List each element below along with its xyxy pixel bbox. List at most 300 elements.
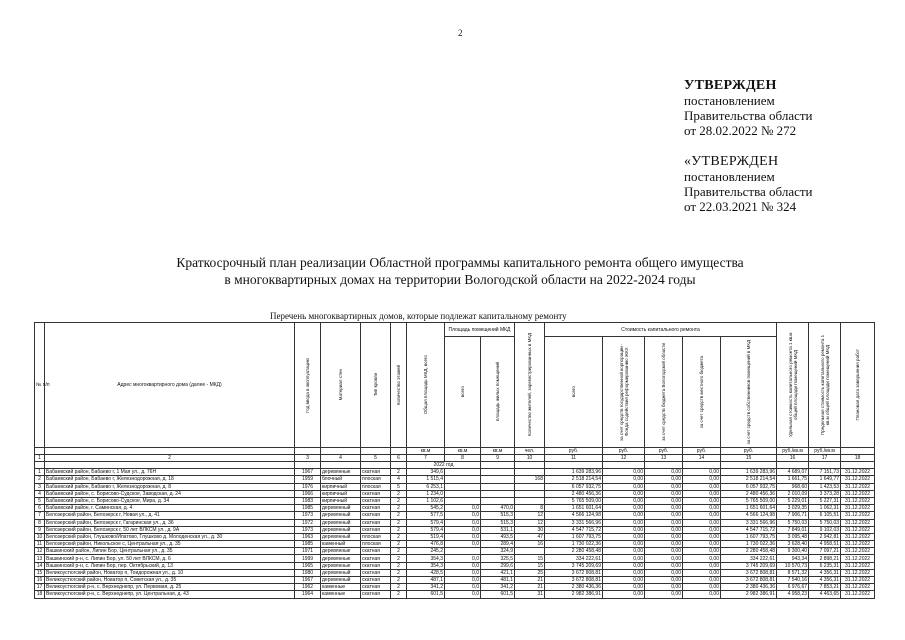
cell-total: 1 234,0 [407,490,445,497]
cell-date: 31.12.2022 [841,476,875,483]
cell-year: 1973 [295,512,321,519]
cell-max: 6 105,51 [809,512,841,519]
cell-address: Бабаевский район, Бабаево г, Железнодорожная, д. 18 [45,476,295,483]
cell-unit: 2 010,09 [777,490,809,497]
table-row [35,519,875,526]
cell-people: 47 [515,533,545,540]
cell-people: 12 [515,512,545,519]
cell-n: 3 [35,483,45,490]
cell-n: 18 [35,591,45,598]
cell-fund: 0,00 [603,505,645,512]
cell-max: 1 423,53 [809,483,841,490]
cell-fund: 0,00 [603,548,645,555]
approval-date: от 22.03.2021 № 324 [684,199,797,214]
cell-loc: 0,00 [683,577,721,584]
cell-floors: 2 [391,548,407,555]
column-number: 18 [841,455,875,462]
cell-n: 15 [35,569,45,576]
cell-n: 10 [35,533,45,540]
approval-head: УТВЕРЖДЕН [684,78,777,93]
col-cost-group: Стоимость капитального ремонта [545,323,777,337]
cell-total: 349,6 [407,469,445,476]
cell-roof: скатная [361,591,391,598]
column-number: 7 [407,455,445,462]
cell-n: 13 [35,555,45,562]
cell-unit: 9 300,40 [777,548,809,555]
col-cost-local: за счет средств местного бюджета [683,337,721,448]
cell-own: 5 765 509,00 [721,497,777,504]
cell-date: 31.12.2022 [841,469,875,476]
housing-table [34,322,875,599]
cell-max: 5 750,03 [809,519,841,526]
table-row [35,476,875,483]
cell-people [515,490,545,497]
col-cost-fund: за счет средств государственной корпорации - Фонда содействия реформированию ЖКХ [603,337,645,448]
cell-roof: скатная [361,469,391,476]
cell-area [445,497,481,504]
cell-floors: 2 [391,490,407,497]
cell-address: Великоустюгский р-н, с. Верхнеднепр, ул. Центральная, д. 43 [45,591,295,598]
cell-cost: 1 730 022,36 [545,541,603,548]
table-subtitle: Перечень многоквартирных домов, которые подлежат капитальному ремонту [270,311,567,321]
cell-people: 15 [515,555,545,562]
cell-cost: 3 672 808,81 [545,577,603,584]
cell-area: 0,0 [445,555,481,562]
table-row [35,584,875,591]
cell-material: деревянный [321,569,361,576]
cell-area [445,469,481,476]
cell-floors: 4 [391,476,407,483]
cell-reg: 0,00 [645,555,683,562]
cell-roof: скатная [361,584,391,591]
cell-cost: 334 222,61 [545,555,603,562]
approval-line: Правительства области [684,184,813,199]
cell-n: 2 [35,476,45,483]
cell-res: 531,1 [481,526,515,533]
cell-people: 31 [515,591,545,598]
cell-material: деревянный [321,519,361,526]
cell-cost: 1 607 793,75 [545,533,603,540]
cell-reg: 0,00 [645,541,683,548]
cell-floors: 5 [391,483,407,490]
cell-own: 2 518 214,54 [721,476,777,483]
cell-year: 1971 [295,548,321,555]
cell-year: 1999 [295,555,321,562]
cell-reg: 0,00 [645,577,683,584]
cell-roof: скатная [361,497,391,504]
cell-material: деревянные [321,562,361,569]
cell-res [481,490,515,497]
col-area-residential: площадь жилых помещений [481,337,515,448]
cell-unit: 3 628,40 [777,541,809,548]
column-number: 10 [515,455,545,462]
cell-total: 1 515,4 [407,476,445,483]
column-number: 11 [545,455,603,462]
cell-people [515,469,545,476]
cell-people: 12 [515,519,545,526]
cell-fund: 0,00 [603,519,645,526]
cell-address: Бабаевский район, г. Саминская, д. 4 [45,505,295,512]
cell-res: 470,0 [481,505,515,512]
title-line-1: Краткосрочный план реализации Областной программы капитального ремонта общего имущества [176,255,744,270]
cell-cost: 2 982 386,91 [545,591,603,598]
units-row: кв.м кв.м кв.м чел. руб. руб. руб. руб. руб. руб./кв.м руб./кв.м [35,448,875,455]
column-number: 2 [45,455,295,462]
cell-address: Бабаевский район, с. Борисово-Судское, Мира, д. 34 [45,497,295,504]
cell-roof: скатная [361,569,391,576]
cell-area: 0,0 [445,533,481,540]
cell-date: 31.12.2022 [841,577,875,584]
table-row [35,541,875,548]
cell-area: 0,0 [445,526,481,533]
cell-address: Вашкинский р-н, с. Липин Бор, пер. Октябрьский, д. 13 [45,562,295,569]
cell-loc: 0,00 [683,562,721,569]
cell-area: 0,0 [445,512,481,519]
cell-floors: 2 [391,569,407,576]
cell-total: 341,2 [407,584,445,591]
cell-material: каменный [321,541,361,548]
cell-reg: 0,00 [645,490,683,497]
column-number: 17 [809,455,841,462]
cell-date: 31.12.2022 [841,541,875,548]
cell-date: 31.12.2022 [841,483,875,490]
cell-floors: 2 [391,584,407,591]
cell-fund: 0,00 [603,577,645,584]
cell-loc: 0,00 [683,490,721,497]
cell-res: 289,4 [481,541,515,548]
cell-cost: 3 672 808,81 [545,569,603,576]
cell-floors: 2 [391,562,407,569]
col-year: Год ввода в эксплуатацию [295,323,321,448]
cell-people [515,548,545,555]
cell-res: 515,3 [481,519,515,526]
cell-roof: скатная [361,548,391,555]
cell-res: 324,9 [481,548,515,555]
cell-res: 421,1 [481,569,515,576]
cell-own: 3 672 808,81 [721,577,777,584]
cell-fund: 0,00 [603,469,645,476]
cell-date: 31.12.2022 [841,497,875,504]
cell-res: 299,6 [481,562,515,569]
cell-total: 245,2 [407,548,445,555]
cell-material: каменные [321,584,361,591]
cell-fund: 0,00 [603,490,645,497]
cell-floors: 2 [391,541,407,548]
cell-n: 7 [35,512,45,519]
cell-loc: 0,00 [683,497,721,504]
column-number: 16 [777,455,809,462]
cell-address: Великоустюгский р-н, с. Верхнеднепр, ул. Первомая, д. 25 [45,584,295,591]
cell-total: 354,3 [407,555,445,562]
page-number: 2 [458,28,463,38]
cell-reg: 0,00 [645,591,683,598]
cell-fund: 0,00 [603,526,645,533]
cell-people: 30 [515,526,545,533]
cell-date: 31.12.2022 [841,512,875,519]
cell-reg: 0,00 [645,497,683,504]
column-number: 14 [683,455,721,462]
cell-address: Белозерский район, Белозерск г, Новая ул., д. 41 [45,512,295,519]
cell-max: 6 235,31 [809,562,841,569]
cell-roof: скатная [361,555,391,562]
approval-line: постановлением [684,169,775,184]
cell-material: блочный [321,476,361,483]
cell-cost: 2 280 458,48 [545,548,603,555]
cell-max: 7 853,21 [809,584,841,591]
col-area-total: всего [445,337,481,448]
cell-people: 16 [515,541,545,548]
title-line-2: в многоквартирных домах на территории Вологодской области на 2022-2024 годы [224,272,696,287]
cell-loc: 0,00 [683,591,721,598]
cell-date: 31.12.2022 [841,490,875,497]
cell-area: 0,0 [445,562,481,569]
cell-unit: 4 689,07 [777,469,809,476]
cell-unit: 5 750,03 [777,519,809,526]
cell-own: 2 380 436,36 [721,584,777,591]
col-area-group: Площадь помещений МКД [445,323,515,337]
cell-floors: 2 [391,533,407,540]
cell-roof: скатная [361,577,391,584]
cell-n: 17 [35,584,45,591]
cell-reg: 0,00 [645,569,683,576]
cell-address: Бабаевский район, Бабаево г, Железнодорожная, д. 8 [45,483,295,490]
col-floors: Количество этажей [391,323,407,448]
cell-year: 1959 [295,476,321,483]
cell-res [481,497,515,504]
cell-date: 31.12.2022 [841,548,875,555]
cell-own: 3 745 209,69 [721,562,777,569]
cell-year: 1976 [295,483,321,490]
cell-cost: 2 518 214,54 [545,476,603,483]
column-number: 15 [721,455,777,462]
cell-year: 1965 [295,562,321,569]
cell-material: кирпичный [321,497,361,504]
cell-unit: 6 976,67 [777,584,809,591]
cell-floors: 2 [391,555,407,562]
cell-date: 31.12.2022 [841,519,875,526]
table-row [35,555,875,562]
cell-unit: 943,34 [777,555,809,562]
cell-people: 21 [515,584,545,591]
cell-max: 7 151,73 [809,469,841,476]
cell-date: 31.12.2022 [841,555,875,562]
cell-address: Белозерский район, Никольское с, Центральная ул., д. 35 [45,541,295,548]
column-number: 4 [321,455,361,462]
cell-reg: 0,00 [645,584,683,591]
cell-area [445,548,481,555]
cell-total: 519,4 [407,533,445,540]
cell-total: 601,5 [407,591,445,598]
cell-res [481,476,515,483]
cell-floors: 2 [391,577,407,584]
column-number-row [35,455,875,462]
cell-year: 1983 [295,497,321,504]
cell-fund: 0,00 [603,555,645,562]
cell-material: кирпичный [321,490,361,497]
cell-n: 14 [35,562,45,569]
cell-year: 1967 [295,577,321,584]
column-number: 9 [481,455,515,462]
cell-res: 493,5 [481,533,515,540]
table-row [35,569,875,576]
cell-unit: 968,60 [777,483,809,490]
cell-roof: скатная [361,512,391,519]
cell-res [481,469,515,476]
cell-res: 325,5 [481,555,515,562]
cell-unit: 3 029,35 [777,505,809,512]
cell-material: деревянный [321,512,361,519]
col-unit-cost: Удельная стоимость капитального ремонта 1 кв.м общей площади помещений МКД [777,323,809,448]
table-row [35,512,875,519]
cell-max: 2 898,21 [809,555,841,562]
cell-reg: 0,00 [645,476,683,483]
table-row [35,591,875,598]
cell-area: 0,0 [445,584,481,591]
cell-own: 2 982 386,91 [721,591,777,598]
cell-cost: 3 745 209,69 [545,562,603,569]
cell-year: 1962 [295,584,321,591]
cell-unit: 3 095,48 [777,533,809,540]
cell-unit: 7 849,01 [777,526,809,533]
cell-loc: 0,00 [683,483,721,490]
table-row [35,483,875,490]
cell-fund: 0,00 [603,584,645,591]
cell-people: 15 [515,562,545,569]
cell-cost: 6 057 932,75 [545,483,603,490]
cell-cost: 1 639 283,96 [545,469,603,476]
cell-roof: скатная [361,490,391,497]
col-roof: Тип кровли [361,323,391,448]
cell-total: 1 102,6 [407,497,445,504]
cell-loc: 0,00 [683,519,721,526]
column-number: 5 [361,455,391,462]
cell-res [481,483,515,490]
cell-loc: 0,00 [683,505,721,512]
cell-loc: 0,00 [683,526,721,533]
table-row [35,497,875,504]
cell-reg: 0,00 [645,512,683,519]
cell-res: 515,3 [481,512,515,519]
col-deadline: Плановая дата завершения работ [841,323,875,448]
cell-year: 1972 [295,519,321,526]
cell-own: 1 639 283,96 [721,469,777,476]
cell-fund: 0,00 [603,562,645,569]
column-number: 6 [391,455,407,462]
cell-area: 0,0 [445,505,481,512]
cell-res: 341,2 [481,584,515,591]
cell-total: 354,3 [407,562,445,569]
cell-material: деревянные [321,469,361,476]
cell-address: Вашкинский район, Липин Бор, Центральная ул., д. 35 [45,548,295,555]
cell-year: 1980 [295,569,321,576]
cell-own: 334 222,61 [721,555,777,562]
column-number: 1 [35,455,45,462]
column-number: 8 [445,455,481,462]
cell-roof: плоская [361,476,391,483]
cell-people: 25 [515,569,545,576]
cell-area: 0,0 [445,541,481,548]
col-address: Адрес многоквартирного дома (далее - МКД) [45,323,295,448]
cell-roof: скатная [361,519,391,526]
cell-cost: 1 651 601,64 [545,505,603,512]
cell-people [515,497,545,504]
table-row [35,526,875,533]
cell-roof: скатная [361,562,391,569]
cell-own: 2 480 456,36 [721,490,777,497]
cell-date: 31.12.2022 [841,591,875,598]
cell-people: 21 [515,577,545,584]
cell-own: 3 331 566,96 [721,519,777,526]
cell-address: Бабаевский район, Бабаево г, 1 Мая ул., д. 76Н [45,469,295,476]
cell-year: 1985 [295,541,321,548]
approval-line: Правительства области [684,108,813,123]
column-number: 13 [645,455,683,462]
cell-area [445,476,481,483]
cell-cost: 2 380 436,36 [545,584,603,591]
cell-res: 481,1 [481,577,515,584]
cell-max: 9 102,03 [809,526,841,533]
cell-fund: 0,00 [603,476,645,483]
table-row [35,505,875,512]
cell-material: каменные [321,591,361,598]
cell-address: Бабаевский район, с. Борисово-Судское, Заводская, д. 24 [45,490,295,497]
cell-people [515,483,545,490]
cell-max: 7 097,21 [809,548,841,555]
cell-year: 1966 [295,490,321,497]
cell-max: 2 942,81 [809,533,841,540]
cell-roof: плоская [361,483,391,490]
cell-people: 8 [515,505,545,512]
col-total-area: Общая площадь МКД, всего [407,323,445,448]
cell-n: 1 [35,469,45,476]
cell-roof: плоская [361,533,391,540]
cell-max: 1 062,31 [809,505,841,512]
cell-date: 31.12.2022 [841,533,875,540]
cell-loc: 0,00 [683,533,721,540]
table-row [35,577,875,584]
cell-total: 545,2 [407,505,445,512]
cell-reg: 0,00 [645,505,683,512]
cell-material: деревянный [321,577,361,584]
cell-reg: 0,00 [645,533,683,540]
cell-unit: 1 661,75 [777,476,809,483]
cell-area: 0,0 [445,519,481,526]
cell-loc: 0,00 [683,548,721,555]
cell-material: деревянный [321,533,361,540]
cell-floors: 2 [391,497,407,504]
cell-n: 11 [35,541,45,548]
cell-res: 601,5 [481,591,515,598]
cell-fund: 0,00 [603,541,645,548]
cell-n: 6 [35,505,45,512]
cell-cost: 2 480 456,36 [545,490,603,497]
cell-fund: 0,00 [603,533,645,540]
col-cost-region: за счет средств бюджета Вологодской области [645,337,683,448]
col-residents: Количество жителей, зарегистрированных в МКД [515,323,545,448]
cell-date: 31.12.2022 [841,505,875,512]
cell-year: 1985 [295,505,321,512]
cell-n: 4 [35,490,45,497]
cell-own: 4 547 715,72 [721,526,777,533]
cell-unit: 7 540,16 [777,577,809,584]
cell-area: 0,0 [445,577,481,584]
cell-year: 1964 [295,591,321,598]
cell-area: 0,0 [445,569,481,576]
col-cost-owners: за счет средств собственников помещений в МКД [721,337,777,448]
cell-unit: 8 571,32 [777,569,809,576]
cell-unit: 10 570,73 [777,562,809,569]
cell-roof: скатная [361,526,391,533]
